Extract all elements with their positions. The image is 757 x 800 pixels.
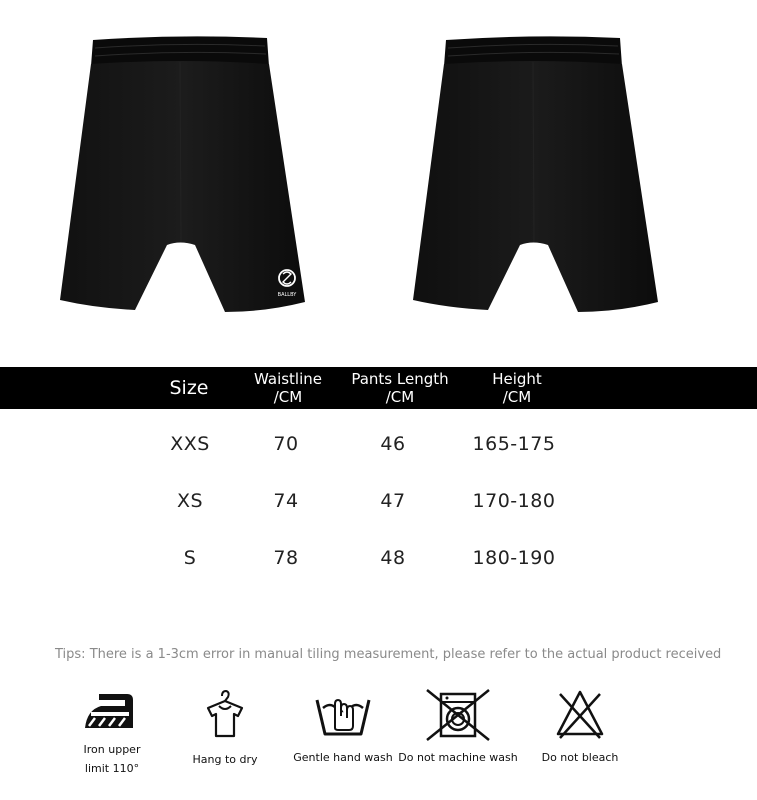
care-label-line1: Hang to dry <box>192 753 258 766</box>
care-label-line1: Iron upper <box>83 743 141 756</box>
cell-height: 180-190 <box>472 547 556 569</box>
shorts-back-image <box>408 0 678 330</box>
table-row <box>0 490 757 520</box>
shorts-front-image <box>55 0 325 330</box>
care-item-no-bleach <box>505 688 655 767</box>
header-size: Size <box>169 377 209 399</box>
care-label-line2: limit 110° <box>84 762 140 775</box>
cell-pants-length: 48 <box>380 547 406 569</box>
hanger-shirt-icon <box>202 688 248 744</box>
table-row <box>0 547 757 577</box>
size-table-header <box>0 367 757 409</box>
cell-size: S <box>183 547 197 569</box>
front-logo-text: BALLBY <box>277 292 297 298</box>
cell-waistline: 70 <box>273 433 299 455</box>
no-bleach-icon <box>554 688 606 742</box>
cell-waistline: 74 <box>273 490 299 512</box>
iron-icon <box>81 688 143 734</box>
cell-waistline: 78 <box>273 547 299 569</box>
header-height: Height /CM <box>492 370 542 406</box>
cell-height: 165-175 <box>472 433 556 455</box>
no-machine-wash-icon <box>425 688 491 742</box>
table-row <box>0 433 757 463</box>
cell-pants-length: 46 <box>380 433 406 455</box>
cell-pants-length: 47 <box>380 490 406 512</box>
measurement-tips: Tips: There is a 1-3cm error in manual tiling measurement, please refer to the actual product received <box>55 647 722 662</box>
cell-height: 170-180 <box>472 490 556 512</box>
care-label-line1: Do not machine wash <box>398 751 518 764</box>
header-pants-length: Pants Length /CM <box>351 370 449 406</box>
product-photos <box>0 0 757 340</box>
header-waistline: Waistline /CM <box>254 370 322 406</box>
care-label-line1: Gentle hand wash <box>293 751 393 764</box>
hand-wash-icon <box>313 688 373 742</box>
care-label-line1: Do not bleach <box>541 751 619 764</box>
cell-size: XXS <box>170 433 210 455</box>
cell-size: XS <box>176 490 204 512</box>
